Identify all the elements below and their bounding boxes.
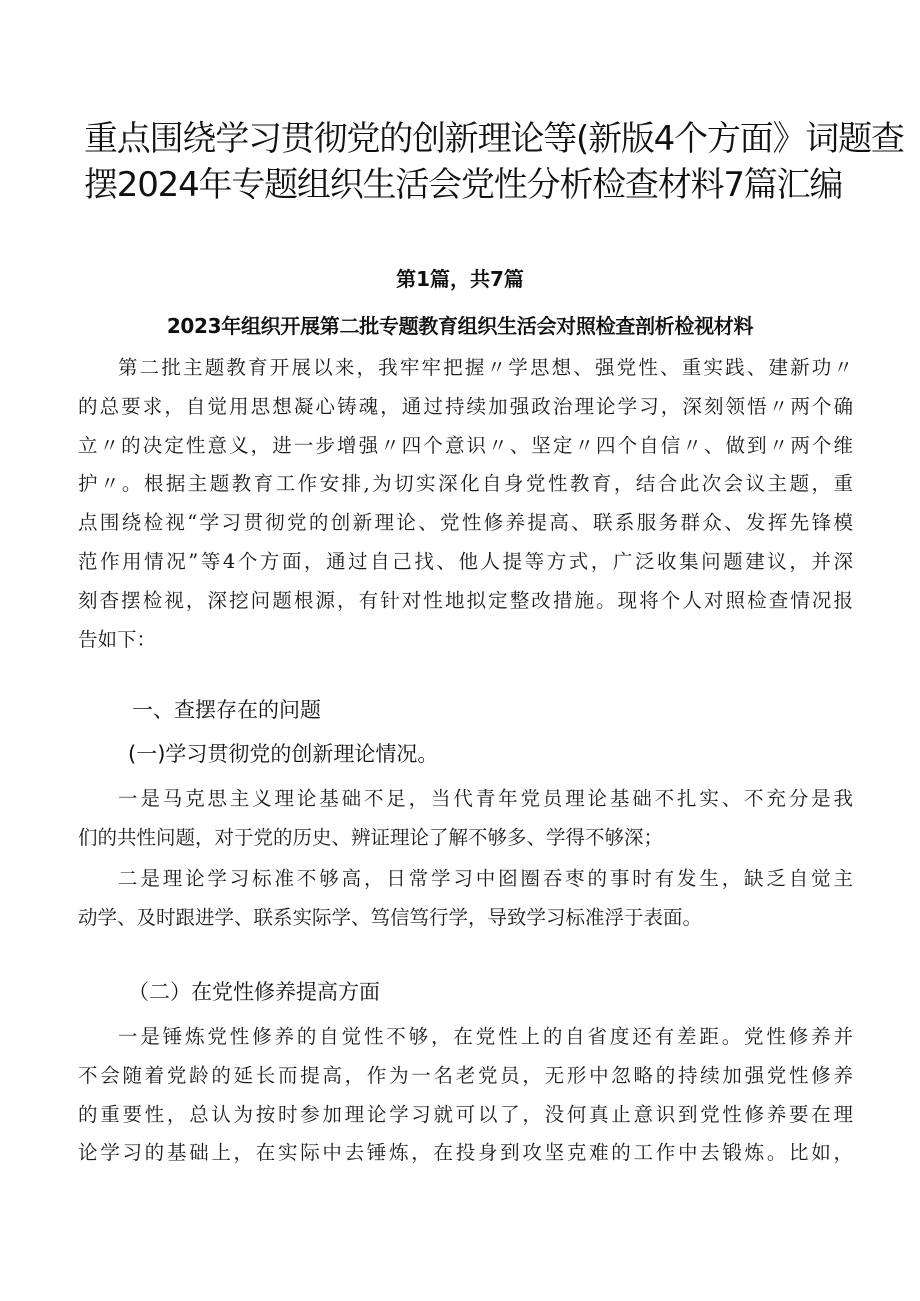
paragraph-line: 们的共性问题，对于党的历史、辨证理论了解不够多、学得不够深；	[78, 825, 664, 849]
section-heading-problems: 一、查摆存在的问题	[132, 698, 321, 722]
paragraph-line: 一是锤炼党性修养的自觉性不够，在党性上的自省度还有差距。党性修养并	[118, 1025, 853, 1048]
document-title	[84, 116, 904, 208]
paragraph-line: 不会随着党龄的延长而提高，作为一名老党员，无形中忽略的持续加强党性修养	[78, 1063, 853, 1087]
paragraph-line: 刻杳摆检视，深挖问题根源，有针对性地拟定整改措施。现将个人对照检查情况报	[78, 588, 853, 612]
paragraph-line: 告如下：	[78, 627, 157, 651]
paragraph-line: 立〃的决定性意义，进一步增强〃四个意识〃、坚定〃四个自信〃、做到〃两个维	[78, 433, 853, 457]
title-line-2: 摆2024年专题组织生活会党性分析检查材料7篇汇编	[84, 165, 843, 205]
paragraph-line: 动学、及时跟进学、联系实际学、笃信笃行学，导致学习标准浮于表面。	[78, 905, 703, 929]
party-spirit-paragraph	[78, 1018, 853, 1173]
article-count-heading: 第1篇，共7篇	[396, 267, 524, 291]
paragraph-line: 论学习的基础上，在实际中去锤炼，在投身到攻坚克难的工作中去锻炼。比如，	[78, 1141, 853, 1165]
article-subtitle: 2023年组织开展第二批专题教育组织生活会对照检查剖析检视材料	[166, 314, 754, 338]
subsection-heading-theory: (一)学习贯彻党的创新理论情况。	[128, 742, 439, 766]
theory-paragraph-2	[78, 860, 853, 938]
paragraph-line: 的总要求，自觉用思想凝心铸魂，通过持续加强政治理论学习，深刻领悟〃两个确	[78, 394, 853, 418]
title-line-1: 重点围绕学习贯彻党的创新理论等(新版4个方面》词题查	[84, 119, 904, 159]
paragraph-line: 的重要性，总认为按时参加理论学习就可以了，没何真止意识到党性修养要在理	[78, 1102, 853, 1126]
paragraph-line: 范作用情况”等4个方面，通过自己找、他人提等方式，广泛收集问题建议，并深	[78, 549, 853, 573]
subsection-heading-party-spirit: （二）在党性修养提高方面	[128, 980, 380, 1004]
paragraph-line: 二是理论学习标准不够高，日常学习中囵圈吞枣的事时有发生，缺乏自觉主	[118, 867, 853, 890]
paragraph-line: 点围绕检视“学习贯彻党的创新理论、党性修养提高、联系服务群众、发挥先锋模	[78, 511, 853, 535]
paragraph-line: 一是马克思主义理论基础不足，当代青年党员理论基础不扎实、不充分是我	[118, 787, 853, 810]
paragraph-line: 第二批主题教育开展以来，我牢牢把握〃学思想、强党性、重实践、建新功〃	[118, 356, 853, 379]
theory-paragraph-1	[78, 780, 853, 858]
paragraph-line: 护〃。根据主题教育工作安排,为切实深化自身党性教育，结合此次会议主题，重	[78, 472, 853, 496]
intro-paragraph	[78, 349, 853, 659]
